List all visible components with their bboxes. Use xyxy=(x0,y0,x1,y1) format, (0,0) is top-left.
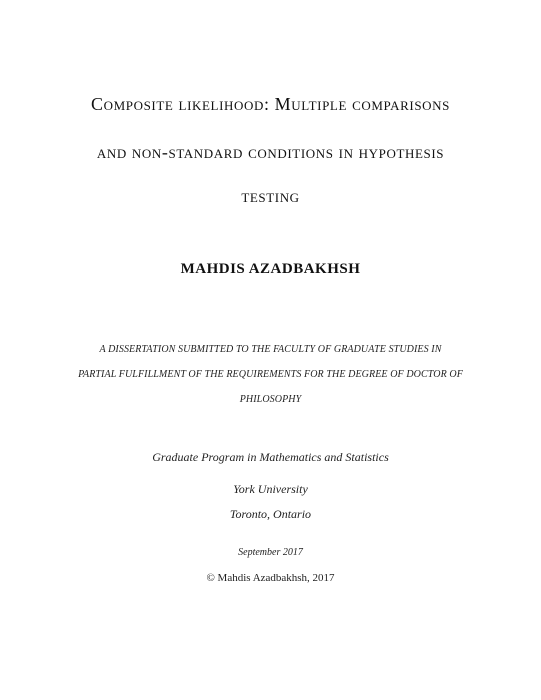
university-location: Toronto, Ontario xyxy=(229,507,312,521)
thesis-title-line-2: and non-standard conditions in hypothesis xyxy=(96,142,445,162)
university-name: York University xyxy=(233,482,308,496)
graduate-program: Graduate Program in Mathematics and Statistics xyxy=(152,450,389,464)
dissertation-statement-line-1: A DISSERTATION SUBMITTED TO THE FACULTY OF GRADUATE STUDIES IN xyxy=(99,344,442,355)
thesis-title-line-1: Composite likelihood: Multiple comparisons xyxy=(91,94,450,114)
dissertation-statement-line-2: PARTIAL FULFILLMENT OF THE REQUIREMENTS FOR THE DEGREE OF DOCTOR OF xyxy=(78,369,463,380)
submission-date: September 2017 xyxy=(238,547,303,558)
author-name: MAHDIS AZADBAKHSH xyxy=(180,261,361,277)
copyright-notice: © Mahdis Azadbakhsh, 2017 xyxy=(206,572,335,584)
dissertation-statement-line-3: PHILOSOPHY xyxy=(239,394,302,405)
thesis-title-line-3: testing xyxy=(241,186,300,206)
